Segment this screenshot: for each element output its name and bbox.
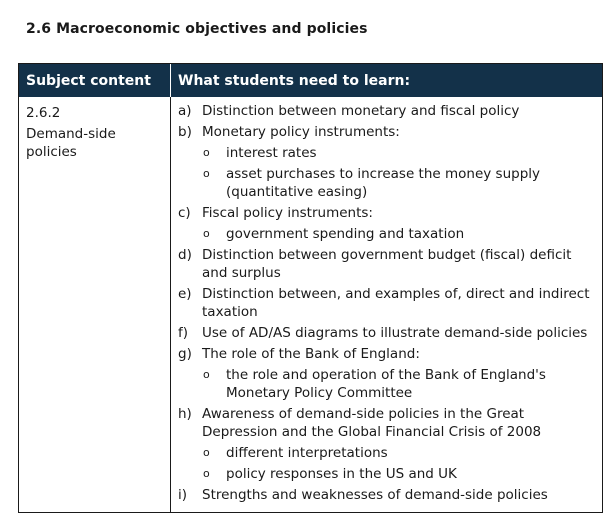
sub-bullet-text: the role and operation of the Bank of England's Monetary Policy Committee bbox=[226, 367, 546, 401]
item-text: Strengths and weaknesses of demand-side policies bbox=[202, 487, 548, 503]
item-letter: i) bbox=[178, 487, 188, 503]
sub-bullet-text: different interpretations bbox=[226, 445, 388, 461]
item-letter: a) bbox=[178, 103, 192, 119]
item-text: Awareness of demand-side policies in the Great Depression and the Global Financial Crisis of 2008 bbox=[202, 406, 542, 440]
subject-content-cell bbox=[26, 104, 164, 161]
learning-item bbox=[178, 246, 598, 282]
sub-bullet-item bbox=[178, 144, 598, 162]
hollow-bullet-icon: o bbox=[203, 467, 210, 480]
spec-table bbox=[18, 63, 603, 513]
item-letter: g) bbox=[178, 346, 192, 362]
sub-bullet-text: government spending and taxation bbox=[226, 226, 465, 242]
sub-bullet-item bbox=[178, 366, 598, 402]
item-text: Fiscal policy instruments: bbox=[202, 205, 373, 221]
sub-bullet-text: asset purchases to increase the money supply (quantitative easing) bbox=[226, 166, 541, 200]
item-text: Distinction between monetary and fiscal policy bbox=[202, 103, 520, 119]
learning-item bbox=[178, 486, 598, 504]
hollow-bullet-icon: o bbox=[203, 446, 210, 459]
sub-bullet-text: policy responses in the US and UK bbox=[226, 466, 457, 482]
item-text: Distinction between government budget (fiscal) deficit and surplus bbox=[202, 247, 572, 281]
learning-item bbox=[178, 324, 598, 342]
learning-item bbox=[178, 102, 598, 120]
item-letter: e) bbox=[178, 286, 192, 302]
sub-bullet-item bbox=[178, 465, 598, 483]
item-text: Use of AD/AS diagrams to illustrate demand-side policies bbox=[202, 325, 588, 341]
header-what-students-learn: What students need to learn: bbox=[178, 73, 411, 89]
sub-bullet-item bbox=[178, 444, 598, 462]
hollow-bullet-icon: o bbox=[203, 167, 210, 180]
learning-item bbox=[178, 345, 598, 363]
item-letter: f) bbox=[178, 325, 189, 341]
item-letter: h) bbox=[178, 406, 192, 422]
item-text: Distinction between, and examples of, direct and indirect taxation bbox=[202, 286, 590, 320]
item-letter: b) bbox=[178, 124, 192, 140]
header-divider bbox=[170, 64, 171, 97]
sub-bullet-item bbox=[178, 165, 598, 201]
sub-bullet-item bbox=[178, 225, 598, 243]
header-subject-content: Subject content bbox=[26, 73, 151, 89]
section-title: 2.6 Macroeconomic objectives and policies bbox=[26, 21, 368, 37]
table-header-row bbox=[19, 64, 602, 97]
sub-bullet-text: interest rates bbox=[226, 145, 317, 161]
learning-item bbox=[178, 405, 598, 441]
hollow-bullet-icon: o bbox=[203, 227, 210, 240]
hollow-bullet-icon: o bbox=[203, 368, 210, 381]
item-letter: c) bbox=[178, 205, 191, 221]
item-text: Monetary policy instruments: bbox=[202, 124, 400, 140]
subject-name: Demand-side policies bbox=[26, 126, 116, 160]
learning-item bbox=[178, 285, 598, 321]
item-letter: d) bbox=[178, 247, 192, 263]
learning-list bbox=[178, 102, 598, 507]
learning-item bbox=[178, 123, 598, 141]
learning-item bbox=[178, 204, 598, 222]
column-divider bbox=[170, 64, 171, 512]
item-text: The role of the Bank of England: bbox=[202, 346, 420, 362]
subject-code: 2.6.2 bbox=[26, 105, 61, 121]
hollow-bullet-icon: o bbox=[203, 146, 210, 159]
